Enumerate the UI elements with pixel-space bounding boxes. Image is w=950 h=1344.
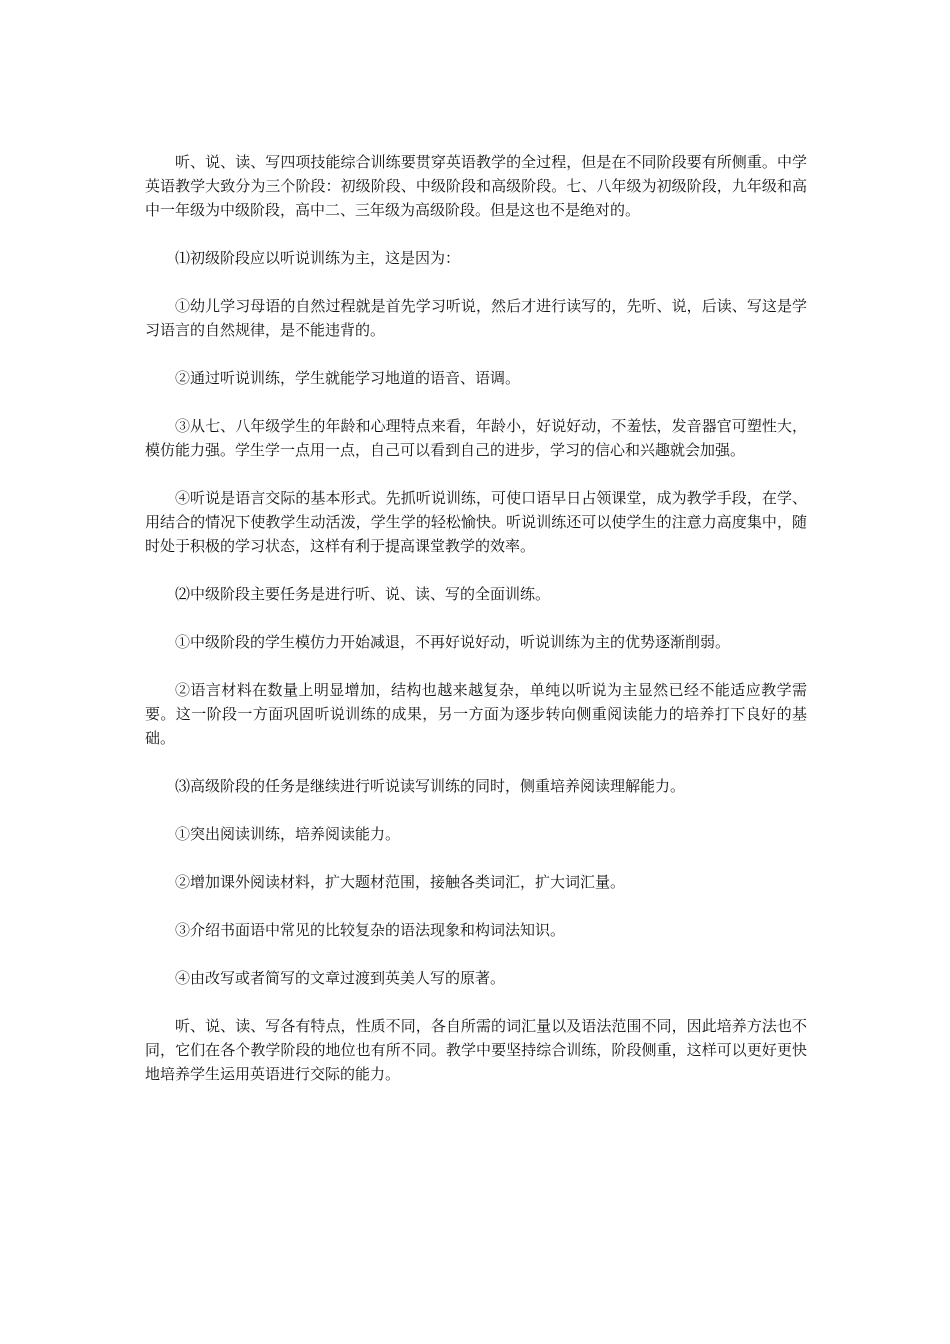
section-1-point-3: ③从七、八年级学生的年龄和心理特点来看，年龄小，好说好动，不羞怯，发音器官可塑性大，模仿能力强。学生学一点用一点，自己可以看到自己的进步，学习的信心和兴趣就会加强。 (145, 417, 807, 459)
conclusion-paragraph: 听、说、读、写各有特点，性质不同，各自所需的词汇量以及语法范围不同，因此培养方法也不同，它们在各个教学阶段的地位也有所不同。教学中要坚持综合训练，阶段侧重，这样可以更好更快地培养学生运用英语进行交际的能力。 (145, 1017, 807, 1083)
section-2-point-1: ①中级阶段的学生模仿力开始减退，不再好说好动，听说训练为主的优势逐渐削弱。 (175, 633, 731, 651)
section-2-point-2: ②语言材料在数量上明显增加，结构也越来越复杂，单纯以听说为主显然已经不能适应教学需要。这一阶段一方面巩固听说训练的成果，另一方面为逐步转向侧重阅读能力的培养打下良好的基础。 (145, 681, 807, 747)
section-3-heading: ⑶高级阶段的任务是继续进行听说读写训练的同时，侧重培养阅读理解能力。 (175, 777, 686, 795)
section-1-point-1: ①幼儿学习母语的自然过程就是首先学习听说，然后才进行读写的，先听、说，后读、写这是学习语言的自然规律，是不能违背的。 (145, 297, 807, 339)
document-body (145, 150, 807, 1110)
section-2-heading: ⑵中级阶段主要任务是进行听、说、读、写的全面训练。 (175, 585, 551, 603)
section-3-point-2: ②增加课外阅读材料，扩大题材范围，接触各类词汇，扩大词汇量。 (175, 873, 626, 891)
intro-paragraph: 听、说、读、写四项技能综合训练要贯穿英语教学的全过程，但是在不同阶段要有所侧重。中学英语教学大致分为三个阶段：初级阶段、中级阶段和高级阶段。七、八年级为初级阶段，九年级和高中一年级为中级阶段，高中二、三年级为高级阶段。但是这也不是绝对的。 (145, 153, 807, 219)
section-3-point-3: ③介绍书面语中常见的比较复杂的语法现象和构词法知识。 (175, 921, 566, 939)
section-1-heading: ⑴初级阶段应以听说训练为主，这是因为： (175, 249, 461, 267)
section-1-point-4: ④听说是语言交际的基本形式。先抓听说训练，可使口语早日占领课堂，成为教学手段，在学、用结合的情况下使教学生动活泼，学生学的轻松愉快。听说训练还可以使学生的注意力高度集中，随时处于积极的学习状态，这样有利于提高课堂教学的效率。 (145, 489, 807, 555)
section-3-point-1: ①突出阅读训练，培养阅读能力。 (175, 825, 401, 843)
section-1-point-2: ②通过听说训练，学生就能学习地道的语音、语调。 (175, 369, 521, 387)
section-3-point-4: ④由改写或者简写的文章过渡到英美人写的原著。 (175, 969, 506, 987)
